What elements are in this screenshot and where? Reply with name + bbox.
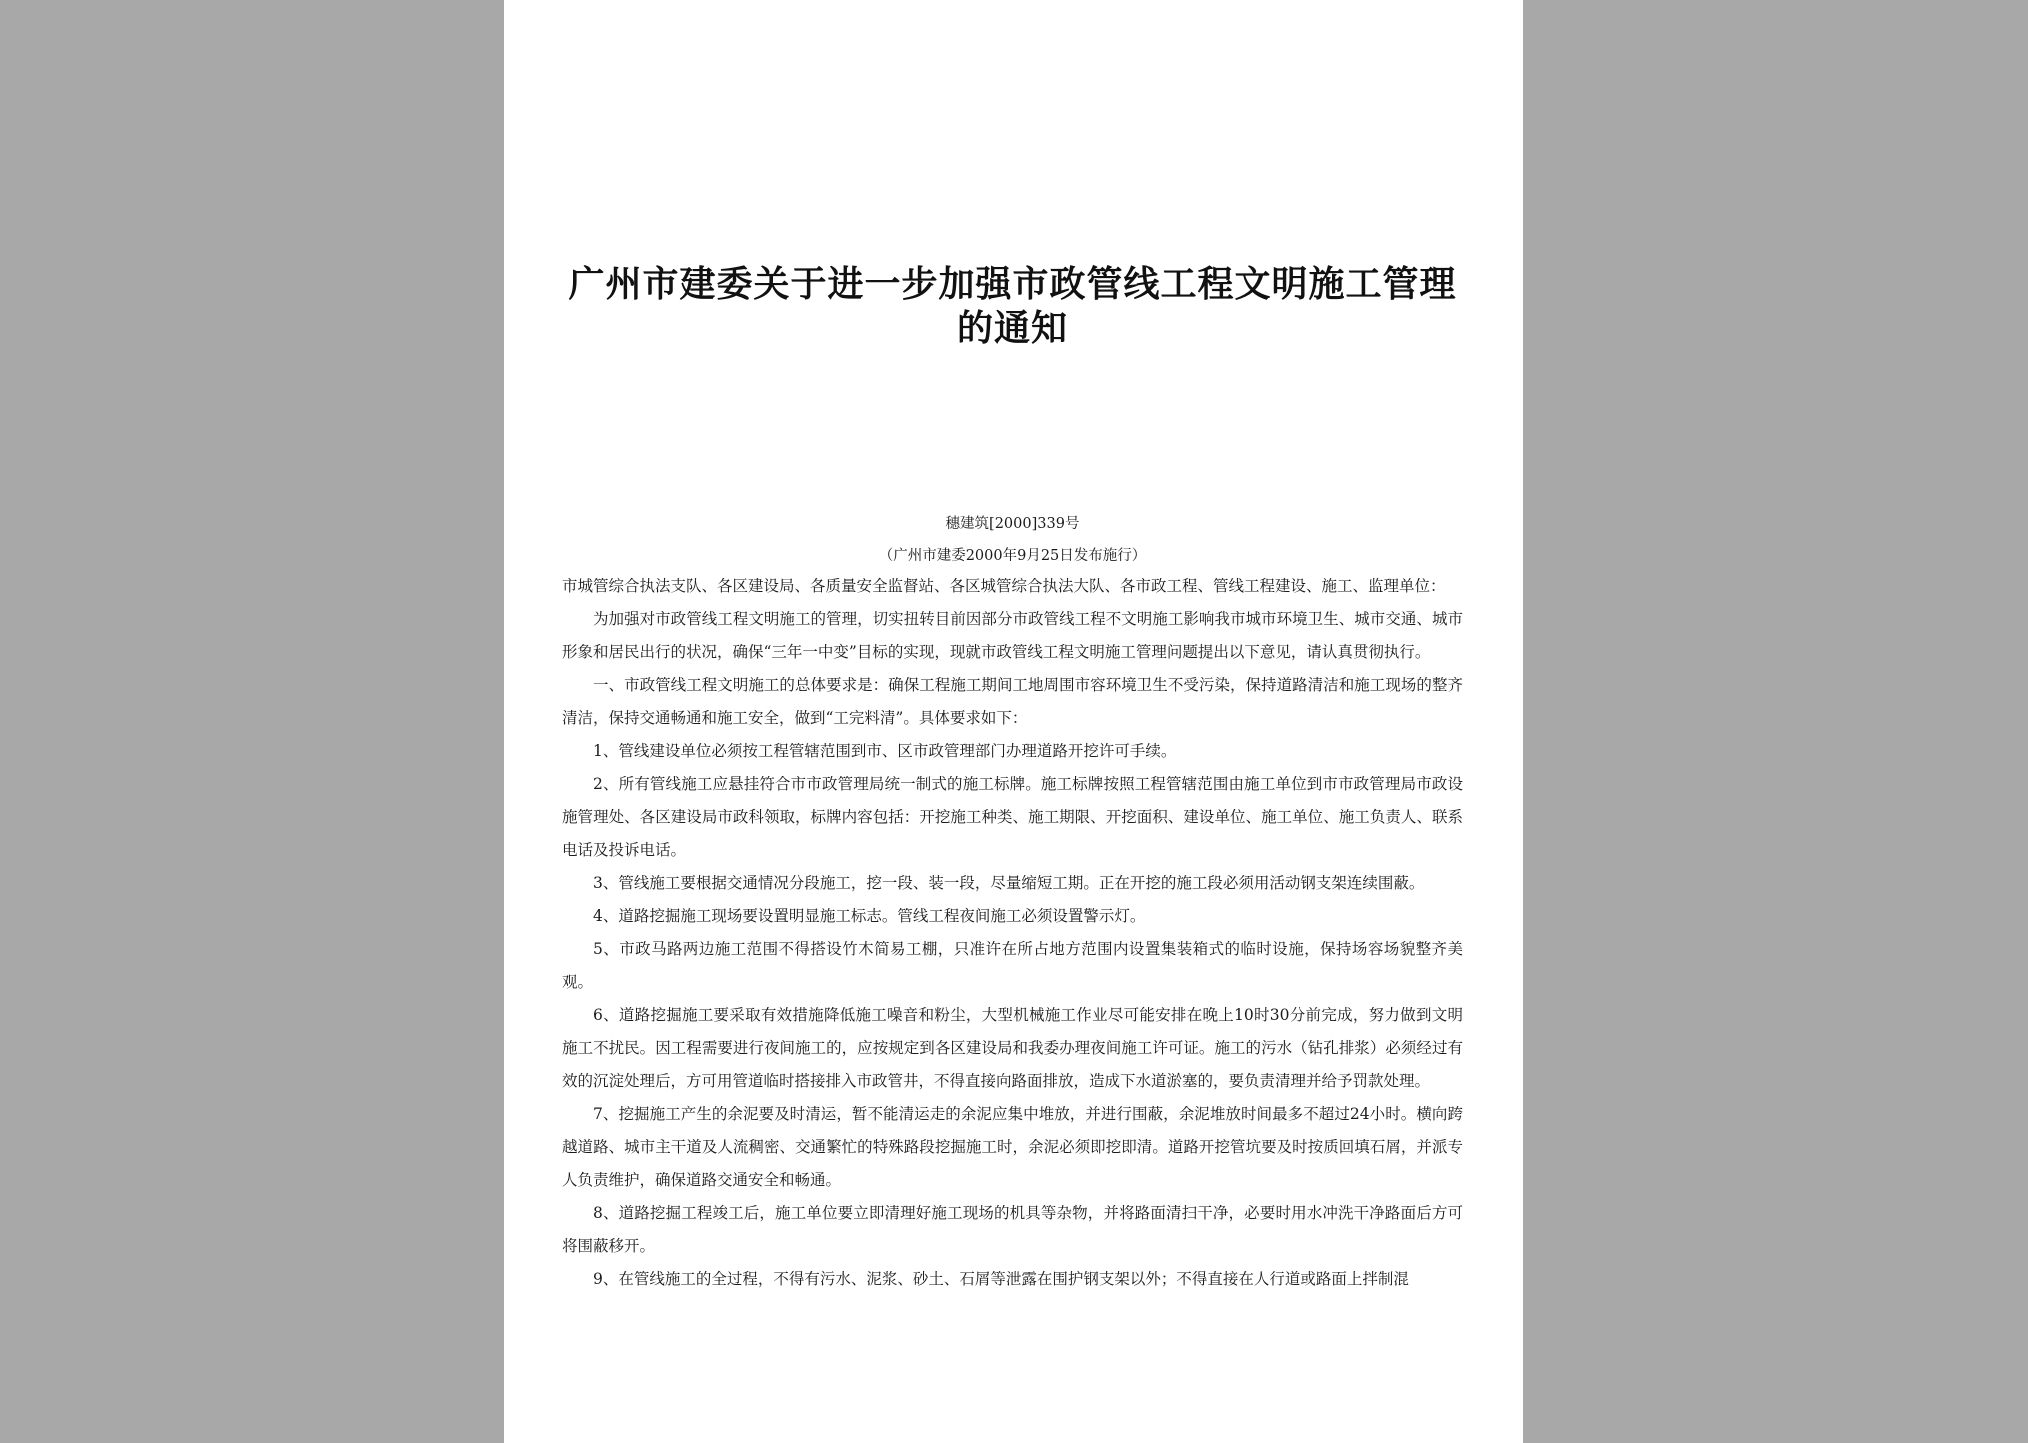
paragraph: 为加强对市政管线工程文明施工的管理，切实扭转目前因部分市政管线工程不文明施工影响我市城市环境卫生、城市交通、城市形象和居民出行的状况，确保“三年一中变”目标的实现，现就市政管线工程文明施工管理问题提出以下意见，请认真贯彻执行。 bbox=[562, 610, 1463, 661]
document-page bbox=[504, 0, 1523, 1443]
addressee: 市城管综合执法支队、各区建设局、各质量安全监督站、各区城管综合执法大队、各市政工程、管线工程建设、施工、监理单位： bbox=[562, 577, 1446, 595]
paragraph: 9、在管线施工的全过程，不得有污水、泥浆、砂土、石屑等泄露在围护钢支架以外；不得直接在人行道或路面上拌制混 bbox=[593, 1270, 1409, 1288]
paragraph: 5、市政马路两边施工范围不得搭设竹木简易工棚，只准许在所占地方范围内设置集装箱式的临时设施，保持场容场貌整齐美观。 bbox=[562, 940, 1463, 991]
paragraph: 一、市政管线工程文明施工的总体要求是：确保工程施工期间工地周围市容环境卫生不受污染，保持道路清洁和施工现场的整齐清洁，保持交通畅通和施工安全，做到“工完料清”。具体要求如下： bbox=[562, 676, 1463, 727]
paragraph: 8、道路挖掘工程竣工后，施工单位要立即清理好施工现场的机具等杂物，并将路面清扫干净，必要时用水冲洗干净路面后方可将围蔽移开。 bbox=[562, 1204, 1463, 1255]
issued-note: （广州市建委2000年9月25日发布施行） bbox=[878, 548, 1147, 564]
document-title: 广州市建委关于进一步加强市政管线工程文明施工管理的通知 bbox=[568, 263, 1457, 349]
paragraph: 1、管线建设单位必须按工程管辖范围到市、区市政管理部门办理道路开挖许可手续。 bbox=[593, 742, 1177, 760]
document-number: 穗建筑[2000]339号 bbox=[945, 516, 1080, 532]
paragraph: 7、挖掘施工产生的余泥要及时清运，暂不能清运走的余泥应集中堆放，并进行围蔽，余泥堆放时间最多不超过24小时。横向跨越道路、城市主干道及人流稠密、交通繁忙的特殊路段挖掘施工时，余泥必须即挖即清。道路开挖管坑要及时按质回填石屑，并派专人负责维护，确保道路交通安全和畅通。 bbox=[562, 1105, 1463, 1189]
paragraph: 6、道路挖掘施工要采取有效措施降低施工噪音和粉尘，大型机械施工作业尽可能安排在晚上10时30分前完成，努力做到文明施工不扰民。因工程需要进行夜间施工的，应按规定到各区建设局和我委办理夜间施工许可证。施工的污水（钻孔排浆）必须经过有效的沉淀处理后，方可用管道临时搭接排入市政管井，不得直接向路面排放，造成下水道淤塞的，要负责清理并给予罚款处理。 bbox=[562, 1006, 1463, 1090]
paragraph: 4、道路挖掘施工现场要设置明显施工标志。管线工程夜间施工必须设置警示灯。 bbox=[593, 907, 1146, 925]
paragraph: 2、所有管线施工应悬挂符合市市政管理局统一制式的施工标牌。施工标牌按照工程管辖范围由施工单位到市市政管理局市政设施管理处、各区建设局市政科领取，标牌内容包括：开挖施工种类、施工期限、开挖面积、建设单位、施工单位、施工负责人、联系电话及投诉电话。 bbox=[562, 775, 1463, 859]
paragraph: 3、管线施工要根据交通情况分段施工，挖一段、装一段，尽量缩短工期。正在开挖的施工段必须用活动钢支架连续围蔽。 bbox=[593, 874, 1425, 892]
